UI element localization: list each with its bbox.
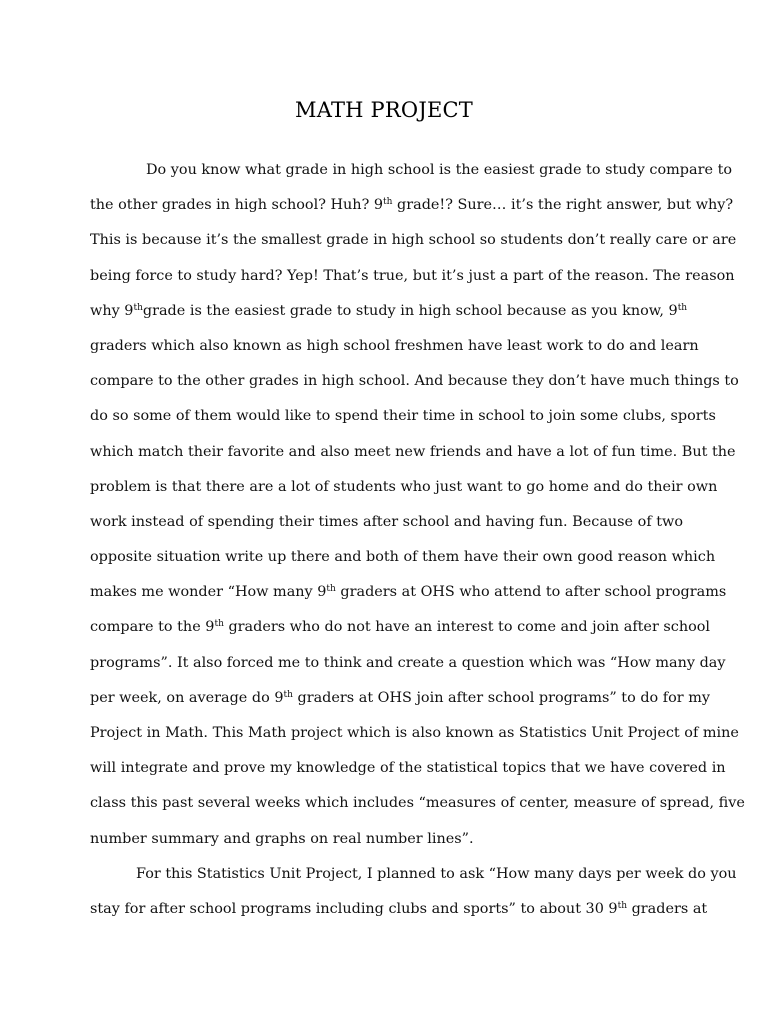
- text-segment: makes me wonder “How many 9: [90, 584, 327, 601]
- ordinal-suffix: th: [383, 197, 393, 208]
- text-segment: which match their favorite and also meet new friends and have a lot of fun time. But the: [90, 443, 736, 460]
- text-line: [90, 857, 737, 892]
- text-line: [90, 786, 745, 821]
- text-segment: being force to study hard? Yep! That’s true, but it’s just a part of the reason. The reason: [90, 267, 735, 284]
- text-segment: per week, on average do 9: [90, 689, 284, 706]
- text-segment: will integrate and prove my knowledge of the statistical topics that we have covered in: [90, 760, 726, 777]
- text-segment: graders who do not have an interest to come and join after school: [223, 619, 711, 636]
- text-line: [90, 294, 688, 329]
- ordinal-suffix: th: [326, 584, 336, 595]
- text-segment: opposite situation write up there and both of them have their own good reason which: [90, 549, 716, 566]
- text-line: [90, 399, 716, 434]
- text-segment: grade is the easiest grade to study in high school because as you know, 9: [142, 302, 678, 319]
- text-segment: number summary and graphs on real number lines”.: [90, 830, 474, 847]
- text-line: [90, 716, 739, 751]
- text-line: [90, 223, 737, 258]
- text-line: [90, 470, 718, 505]
- text-line: [90, 892, 708, 927]
- text-segment: class this past several weeks which includes “measures of center, measure of spread, five: [90, 795, 745, 812]
- text-line: [90, 646, 726, 681]
- text-line: [90, 329, 699, 364]
- text-line: [90, 259, 735, 294]
- text-segment: programs”. It also forced me to think and create a question which was “How many day: [90, 654, 726, 671]
- text-line: [90, 575, 727, 610]
- text-line: [90, 681, 710, 716]
- text-segment: why 9: [90, 302, 134, 319]
- text-segment: Do you know what grade in high school is the easiest grade to study compare to: [146, 162, 733, 178]
- text-segment: compare to the 9: [90, 619, 215, 636]
- text-segment: do so some of them would like to spend their time in school to join some clubs, sports: [90, 408, 716, 425]
- text-segment: graders at OHS who attend to after school programs: [335, 584, 727, 601]
- text-line: [90, 505, 682, 540]
- text-line: [90, 822, 682, 857]
- text-segment: graders at OHS join after school programs” to do for my: [292, 689, 710, 706]
- text-segment: stay for after school programs including clubs and sports” to about 30 9: [90, 900, 618, 917]
- text-segment: For this Statistics Unit Project, I planned to ask “How many days per week do you: [136, 865, 737, 882]
- text-line: [90, 188, 734, 223]
- text-line: [90, 751, 726, 786]
- text-line: [90, 153, 733, 188]
- text-segment: work instead of spending their times after school and having fun. Because of two: [90, 513, 683, 530]
- text-segment: graders at: [627, 900, 708, 917]
- text-segment: the other grades in high school? Huh? 9: [90, 197, 384, 214]
- ordinal-suffix: th: [617, 900, 628, 911]
- body-text: [90, 153, 745, 927]
- text-segment: This is because it’s the smallest grade in high school so students don’t really care or are: [90, 232, 737, 249]
- text-line: [90, 610, 711, 645]
- text-line: [90, 435, 736, 470]
- text-segment: compare to the other grades in high school. And because they don’t have much things to: [90, 373, 739, 390]
- ordinal-suffix: th: [283, 689, 293, 700]
- text-segment: grade!? Sure… it’s the right answer, but why?: [392, 197, 734, 214]
- page-title: MATH PROJECT: [295, 98, 473, 122]
- text-segment: problem is that there are a lot of students who just want to go home and do their own: [90, 478, 718, 495]
- text-line: [90, 364, 739, 399]
- ordinal-suffix: th: [133, 302, 143, 313]
- ordinal-suffix: th: [677, 302, 688, 313]
- text-segment: graders which also known as high school freshmen have least work to do and learn: [90, 337, 699, 354]
- text-segment: Project in Math. This Math project which is also known as Statistics Unit Project of mine: [90, 725, 739, 741]
- text-line: [90, 540, 716, 575]
- ordinal-suffix: th: [214, 619, 224, 630]
